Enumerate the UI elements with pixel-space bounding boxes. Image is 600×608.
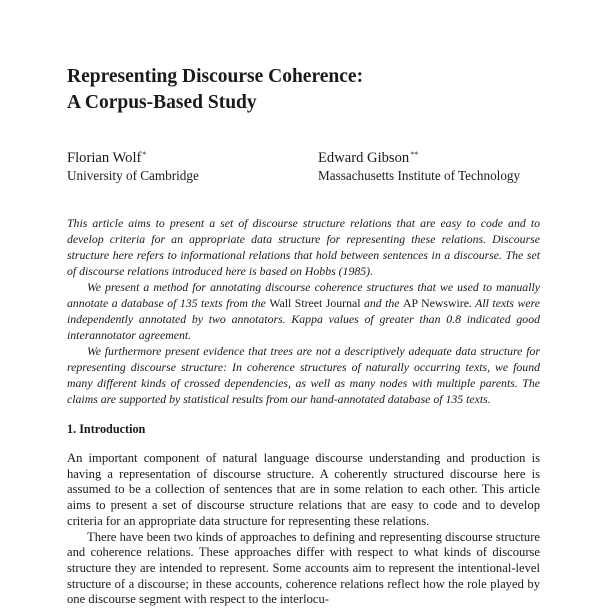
author-affiliation: University of Cambridge [67,168,199,183]
author-block [318,146,520,184]
title-line-2: A Corpus-Based Study [67,92,257,113]
newswire-name: AP Newswire [403,296,469,310]
section-heading: 1. Introduction [67,422,146,436]
author-affiliation: Massachusetts Institute of Technology [318,168,521,183]
title-line-1: Representing Discourse Coherence: [67,66,364,87]
author-block [67,146,199,184]
abstract-paragraph: We present a method for annotating discourse coherence structures that we used to manually annotate a database of 135 texts from the Wall Street Journal and the AP Newswire. All texts were independently annotated by two annotators. Kappa values of greater than 0.8 indicated good interannotator agreement. [67,280,540,342]
paper-title [67,64,537,116]
abstract-paragraph: We furthermore present evidence that trees are not a descriptively adequate data structure for representing discourse structure: In coherence structures of naturally occurring texts, we found many different kinds of crossed dependencies, as well as many nodes with multiple parents. The claims are supported by statistical results from our hand-annotated database of 135 texts. [67,344,540,406]
journal-name: Wall Street Journal [269,296,361,310]
abstract [67,215,540,407]
footnote-marker: * [142,150,147,159]
author-name: Edward Gibson** [318,150,419,166]
footnote-marker: ** [410,150,419,159]
body-paragraph: There have been two kinds of approaches to defining and representing discourse structure and coherence relations. These approaches differ with respect to what kinds of discourse structure they are intended to represent. Some accounts aim to represent the intentional-level structure of a discourse; in these accounts, coherence relations reflect how the role played by one discourse segment with respect to the interlocu- [67,529,540,607]
author-name: Florian Wolf* [67,150,147,166]
body-paragraph: An important component of natural language discourse understanding and production is having a representation of discourse structure. A coherently structured discourse here is assumed to be a collection of sentences that are in some relation to each other. This article aims to present a set of discourse structure relations that are easy to code and to develop criteria for an appropriate data structure for representing these relations. [67,451,540,528]
abstract-paragraph: This article aims to present a set of discourse structure relations that are easy to code and to develop criteria for an appropriate data structure for representing these relations. Discourse structure here refers to informational relations that hold between sentences in a discourse. The set of discourse relations introduced here is based on Hobbs (1985). [67,216,540,278]
body-text [67,451,540,608]
